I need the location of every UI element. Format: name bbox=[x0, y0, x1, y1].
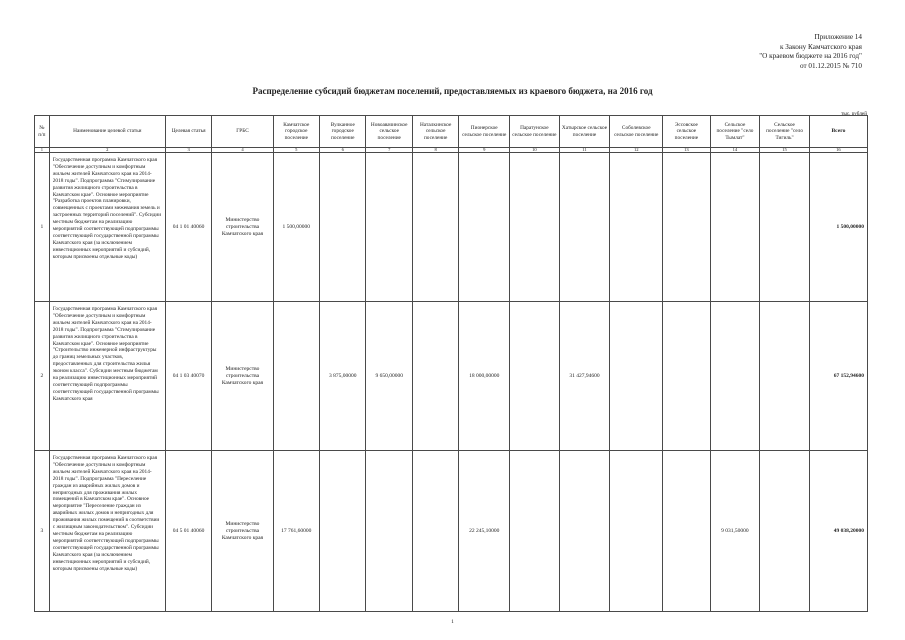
cell-tigil bbox=[760, 451, 810, 612]
cell-pionerskoe: 18 000,00000 bbox=[459, 302, 510, 451]
col-header-total: Всего bbox=[809, 116, 867, 148]
cell-natalkinskoe bbox=[412, 302, 458, 451]
col-header-vulkannoe: Вулканное городское поселение bbox=[320, 116, 366, 148]
row-grbs: Министерство строительства Камчатского края bbox=[212, 153, 273, 302]
column-number: 9 bbox=[459, 148, 510, 153]
cell-khatyrskoe: 31 427,94600 bbox=[559, 302, 610, 451]
row-index: 1 bbox=[35, 153, 50, 302]
cell-essovskoe bbox=[663, 153, 711, 302]
cell-natalkinskoe bbox=[412, 451, 458, 612]
cell-kamchatskoe bbox=[273, 302, 319, 451]
units-label: тыс. рублей bbox=[841, 111, 867, 117]
column-number: 3 bbox=[165, 148, 211, 153]
column-number: 16 bbox=[809, 148, 867, 153]
column-number: 11 bbox=[559, 148, 610, 153]
cell-vulkannoe bbox=[320, 153, 366, 302]
column-number: 10 bbox=[510, 148, 560, 153]
col-header-pionerskoe: Пионерское сельское поселение bbox=[459, 116, 510, 148]
cell-tymlat bbox=[710, 302, 760, 451]
row-grbs: Министерство строительства Камчатского края bbox=[212, 451, 273, 612]
col-header-essovskoe: Эссовское сельское поселение bbox=[663, 116, 711, 148]
cell-total: 49 038,20000 bbox=[809, 451, 867, 612]
cell-pionerskoe: 22 245,10000 bbox=[459, 451, 510, 612]
column-number: 5 bbox=[273, 148, 319, 153]
col-header-novoavachinskoe: Новоавачинское сельское поселение bbox=[366, 116, 412, 148]
cell-tymlat: 9 031,50000 bbox=[710, 451, 760, 612]
cell-essovskoe bbox=[663, 302, 711, 451]
col-header-kamchatskoe: Камчатское городское поселение bbox=[273, 116, 319, 148]
cell-khatyrskoe bbox=[559, 153, 610, 302]
cell-vulkannoe bbox=[320, 451, 366, 612]
cell-sobolevskoe bbox=[610, 302, 663, 451]
col-header-grbs: ГРБС bbox=[212, 116, 273, 148]
col-header-name: Наименование целевой статьи bbox=[49, 116, 165, 148]
cell-tigil bbox=[760, 302, 810, 451]
appendix-line-1: Приложение 14 bbox=[814, 33, 862, 41]
col-header-tymlat: Сельское поселение "село Тымлат" bbox=[710, 116, 760, 148]
col-header-natalkinskoe: Наталкинское сельское поселение bbox=[412, 116, 458, 148]
table-row bbox=[35, 302, 868, 451]
cell-khatyrskoe bbox=[559, 451, 610, 612]
col-header-paratunskoe: Паратунское сельское поселение bbox=[510, 116, 560, 148]
column-number: 14 bbox=[710, 148, 760, 153]
row-target-code: 04 1 03 40070 bbox=[165, 302, 211, 451]
cell-sobolevskoe bbox=[610, 451, 663, 612]
cell-paratunskoe bbox=[510, 153, 560, 302]
header-row bbox=[35, 116, 868, 148]
column-number: 1 bbox=[35, 148, 50, 153]
cell-total: 67 152,94600 bbox=[809, 302, 867, 451]
cell-kamchatskoe: 17 761,60000 bbox=[273, 451, 319, 612]
column-number: 4 bbox=[212, 148, 273, 153]
column-number: 2 bbox=[49, 148, 165, 153]
cell-natalkinskoe bbox=[412, 153, 458, 302]
row-description: Государственная программа Камчатского края "Обеспечение доступным и комфортным жильем жителей Камчатского края на 2014-2018 годы". Подпрограмма "Стимулирование развития жилищного строительства в Камчатском крае". Основное мероприятие "Разработка проектов планировки, совмещенных с проектами межевания земель и застроенных территорий поселений". Субсидии местным бюджетам на реализацию мероприятий соответствующей подпрограммы соответствующей государственной программы Камчатского края (за исключением инвестиционных мероприятий и субсидий, которым присвоены отдельные коды) bbox=[49, 153, 165, 302]
row-target-code: 04 1 01 40060 bbox=[165, 153, 211, 302]
cell-paratunskoe bbox=[510, 451, 560, 612]
cell-essovskoe bbox=[663, 451, 711, 612]
appendix-line-4: от 01.12.2015 № 710 bbox=[799, 61, 862, 70]
col-header-number: № п/п bbox=[35, 116, 50, 148]
cell-pionerskoe bbox=[459, 153, 510, 302]
col-header-sobolevskoe: Соболевское сельское поселение bbox=[610, 116, 663, 148]
column-number: 13 bbox=[663, 148, 711, 153]
column-number: 15 bbox=[760, 148, 810, 153]
page-number: 1 bbox=[451, 619, 454, 625]
column-number: 12 bbox=[610, 148, 663, 153]
column-number: 6 bbox=[320, 148, 366, 153]
cell-total: 1 500,00000 bbox=[809, 153, 867, 302]
cell-vulkannoe: 3 875,00000 bbox=[320, 302, 366, 451]
cell-tigil bbox=[760, 153, 810, 302]
appendix-line-3: "О краевом бюджете на 2016 год" bbox=[759, 52, 862, 61]
cell-paratunskoe bbox=[510, 302, 560, 451]
row-description: Государственная программа Камчатского края "Обеспечение доступным и комфортным жильем жителей Камчатского края на 2014-2018 годы". Подпрограмма "Стимулирование развития жилищного строительства в Камчатском крае". Основное мероприятие "Строительство инженерной инфраструктуры до границ земельных участков, предоставленных для строительства жилья эконом класса". Субсидии местным бюджетам на реализацию инвестиционных мероприятий соответствующей подпрограммы соответствующей государственной программы Камчатского края bbox=[49, 302, 165, 451]
col-header-khatyrskoe: Хатырское сельское поселение bbox=[559, 116, 610, 148]
cell-kamchatskoe: 1 500,00000 bbox=[273, 153, 319, 302]
cell-sobolevskoe bbox=[610, 153, 663, 302]
column-number: 8 bbox=[412, 148, 458, 153]
table-row bbox=[35, 153, 868, 302]
cell-novoavachinskoe: 9 650,00000 bbox=[366, 302, 412, 451]
document-title: Распределение субсидий бюджетам поселений, предоставляемых из краевого бюджета, на 2016 год bbox=[252, 86, 653, 96]
cell-tymlat bbox=[710, 153, 760, 302]
column-number: 7 bbox=[366, 148, 412, 153]
row-index: 3 bbox=[35, 451, 50, 612]
cell-novoavachinskoe bbox=[366, 451, 412, 612]
row-index: 2 bbox=[35, 302, 50, 451]
row-target-code: 04 5 01 40060 bbox=[165, 451, 211, 612]
table-row bbox=[35, 451, 868, 612]
cell-novoavachinskoe bbox=[366, 153, 412, 302]
row-description: Государственная программа Камчатского края "Обеспечение доступным и комфортным жильем жителей Камчатского края на 2014-2018 годы". Подпрограмма "Переселение граждан из аварийных жилых домов и непригодных для проживания жилых помещений в Камчатском крае". Основное мероприятие "Переселение граждан из аварийных жилых домов и непригодных для проживания жилых помещений в соответствии с жилищным законодательством". Субсидии местным бюджетам на реализацию мероприятий соответствующей подпрограммы соответствующей государственной программы Камчатского края (за исключением инвестиционных мероприятий и субсидий, которым присвоены отдельные коды) bbox=[49, 451, 165, 612]
subsidies-table bbox=[34, 115, 868, 612]
row-grbs: Министерство строительства Камчатского края bbox=[212, 302, 273, 451]
appendix-line-2: к Закону Камчатского края bbox=[780, 42, 862, 51]
appendix-block bbox=[759, 33, 862, 71]
col-header-tigil: Сельское поселение "село Тигиль" bbox=[760, 116, 810, 148]
col-header-code: Целевая статья bbox=[165, 116, 211, 148]
